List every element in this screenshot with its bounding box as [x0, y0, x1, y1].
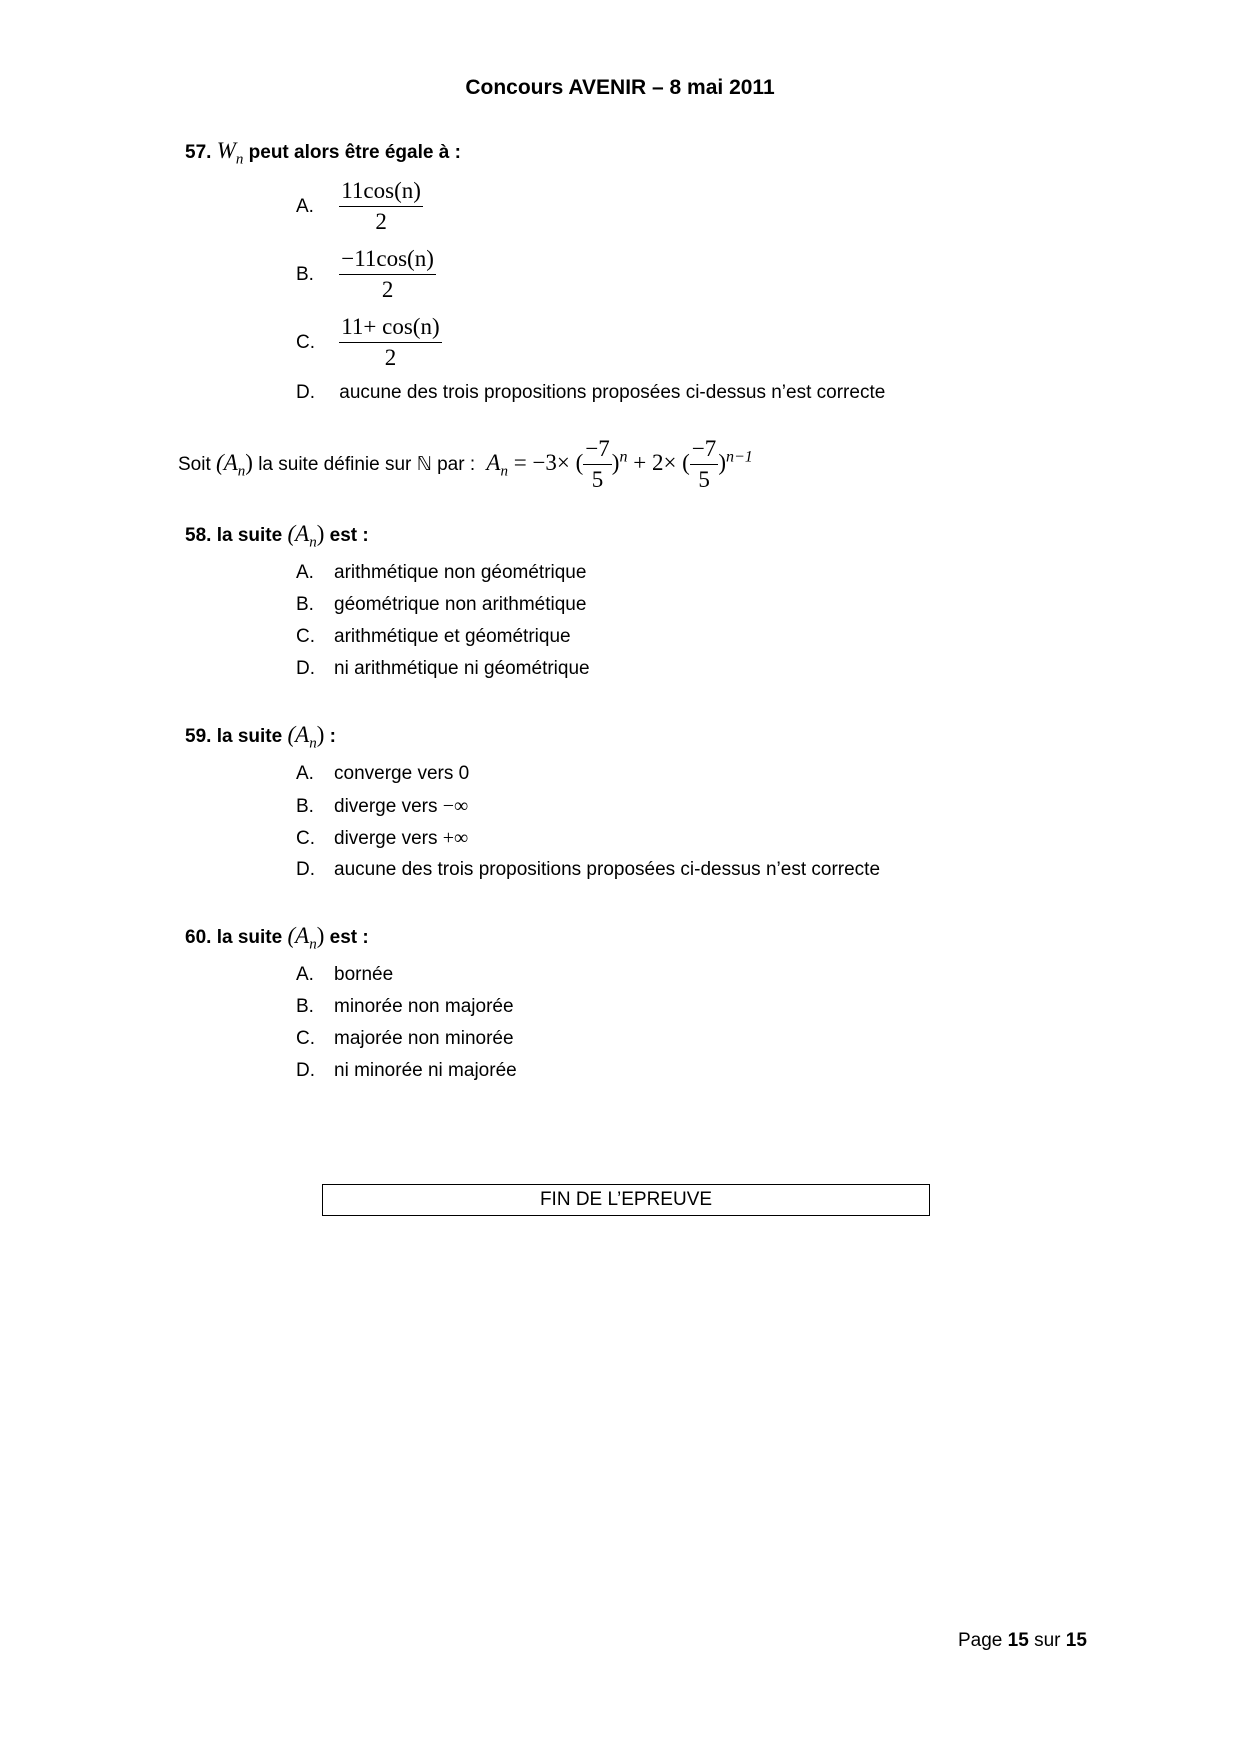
fraction: $\frac{-11\cos(n)}{2}$ — [341, 246, 434, 302]
q57-option-a: A. $\frac{11\cos(n)}{2}$ — [296, 178, 421, 234]
fraction: $\frac{11\cos(n)}{2}$ — [341, 178, 421, 234]
question-57-title — [185, 138, 461, 169]
q58-option-c: C. arithmétique et géométrique — [296, 626, 571, 647]
q60-option-d: D. ni minorée ni majorée — [296, 1060, 517, 1081]
q60-option-c: C. majorée non minorée — [296, 1028, 514, 1049]
q57-option-b: B. $\frac{-11\cos(n)}{2}$ — [296, 246, 434, 302]
q57-option-d: D. aucune des trois propositions proposées ci-dessus n’est correcte — [296, 382, 886, 403]
q58-option-a: A. arithmétique non géométrique — [296, 562, 587, 583]
q59-option-d: D. aucune des trois propositions proposées ci-dessus n’est correcte — [296, 859, 881, 880]
sequence-symbol: $(A_n)$ — [216, 449, 253, 480]
question-58-title: 58. la suite $(A_n)$ est : — [185, 521, 369, 551]
end-of-exam-box: FIN DE L’EPREUVE — [322, 1184, 930, 1216]
q58-option-d: D. ni arithmétique ni géométrique — [296, 658, 590, 679]
q59-option-a: A. converge vers 0 — [296, 763, 470, 784]
q57-option-c: C. $\frac{11+ \cos(n)}{2}$ — [296, 314, 440, 370]
question-text: peut alors être égale à : — [248, 142, 461, 163]
question-59-title: 59. la suite $(A_n)$ : — [185, 722, 336, 752]
q59-option-b: B. diverge vers −∞ — [296, 795, 469, 817]
q59-option-c: C. diverge vers +∞ — [296, 827, 469, 849]
question-number: 57. — [185, 142, 212, 163]
sequence-symbol: $(A_n)$ — [287, 521, 325, 551]
variable-w: $W_n$ — [216, 138, 244, 168]
sequence-formula: $A_n = -3\times$ ( $\frac{-7}{5}$ )$^n$ + 2× ( $\frac{-7}{5}$ )$^{n-1}$ — [486, 436, 753, 492]
fraction: $\frac{11+ \cos(n)}{2}$ — [341, 314, 440, 370]
q58-option-b: B. géométrique non arithmétique — [296, 594, 587, 615]
sequence-symbol: $(A_n)$ — [287, 923, 325, 953]
q60-option-a: A. bornée — [296, 964, 394, 985]
page-header: Concours AVENIR – 8 mai 2011 — [465, 76, 775, 99]
sequence-symbol: $(A_n)$ — [287, 722, 325, 752]
sequence-definition: Soit $(A_n)$ la suite définie sur ℕ par : $A_n = -3\times$ ( $\frac{-7}{5}$ )$^n$ + 2× ( $\frac{-7}{5}$ )$^{n-1}$ — [178, 436, 753, 492]
q60-option-b: B. minorée non majorée — [296, 996, 514, 1017]
question-60-title: 60. la suite $(A_n)$ est : — [185, 923, 369, 953]
page-footer: Page 15 sur 15 — [958, 1630, 1087, 1651]
